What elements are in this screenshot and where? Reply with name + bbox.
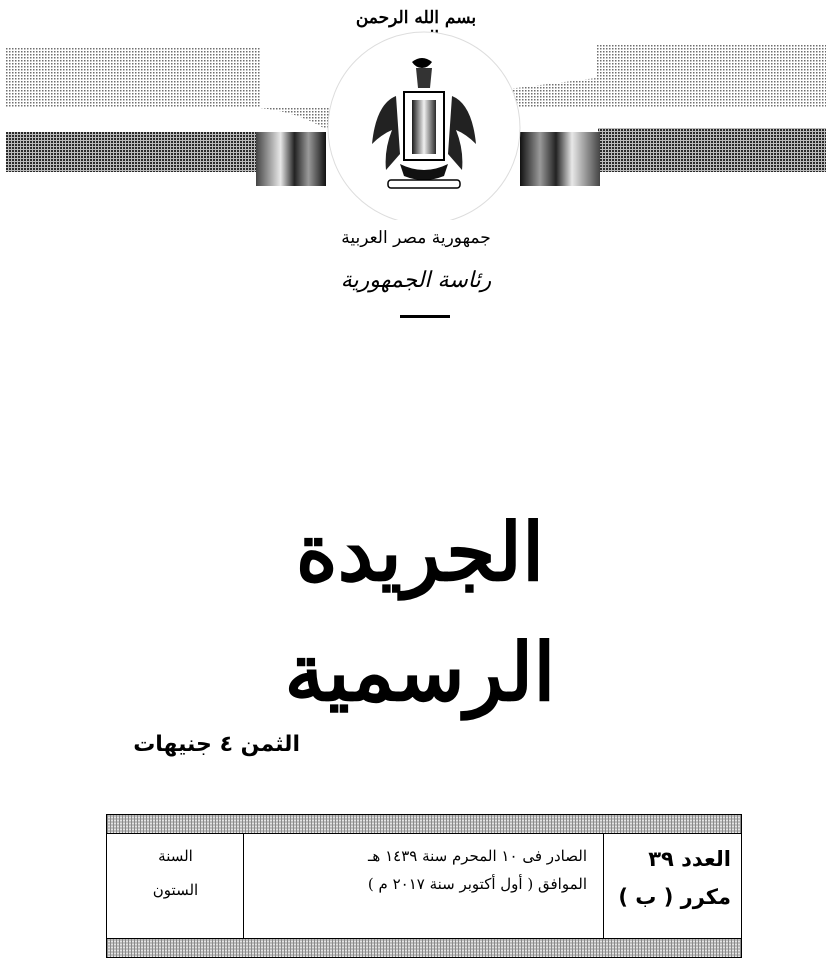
issue-info-table <box>106 814 742 958</box>
table-band-bottom <box>107 938 741 957</box>
price-label: الثمن ٤ جنيهات <box>133 732 300 757</box>
flag-ribbon-stripes-icon <box>0 30 832 220</box>
hijri-date: الصادر فى ١٠ المحرم سنة ١٤٣٩ هـ <box>368 847 587 865</box>
issue-suffix: مكرر ( ب ) <box>618 885 731 909</box>
year-label: السنة <box>158 847 193 865</box>
table-band-top <box>107 815 741 834</box>
presidency-name: رئاسة الجمهورية <box>340 268 492 293</box>
issue-number: العدد ٣٩ <box>648 847 731 871</box>
basmala: بسم الله الرحمن <box>355 8 477 28</box>
issue-number-cell <box>603 833 741 939</box>
year-cell <box>108 833 243 939</box>
year-value: الستون <box>152 881 199 899</box>
header-divider <box>400 315 450 318</box>
gazette-title: الجريدة الرسمية <box>284 505 556 719</box>
republic-name: جمهورية مصر العربية <box>341 228 491 248</box>
issue-date-cell <box>243 833 603 939</box>
emblem-banner <box>0 30 832 220</box>
gregorian-date: الموافق ( أول أكتوبر سنة ٢٠١٧ م ) <box>367 875 587 893</box>
